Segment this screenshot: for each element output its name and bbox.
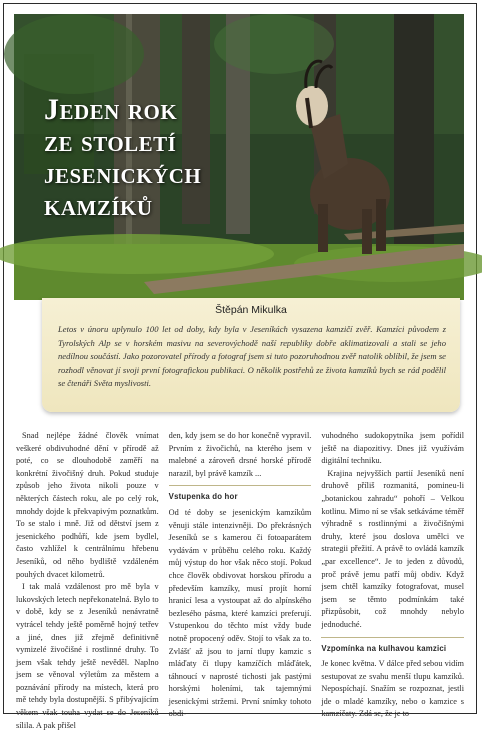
title-line: ze století bbox=[44, 125, 177, 158]
article-body bbox=[16, 430, 465, 730]
paragraph: Krajina nejvyšších partií Jeseníků není druhově příliš rozmanitá, pomineu-li „botanickou zahradu“ pohoří – Velkou kotlinu. Mimo ní se však setkáváme téměř výhradně s rostlinnými a živočišnými druhy, které jsou doslova umělci ve strategii přežití. A právě to ovládá kamzík „par excellence“. Je to jeden z důvodů, proč právě jemu patří můj obdiv. Když jsem chtěl kamzíky fotografovat, musel jsem se těmto podmínkám také přizpůsobit, což mnohdy nebylo jednoduché. bbox=[321, 468, 465, 629]
intro-paragraph: Letos v únoru uplynulo 100 let od doby, kdy byla v Jeseníkách vysazena kamzičí zvěř. Kamzíci původem z Tyrolských Alp se v horském masivu na severovýchodě naší republiky dobře aklimatizovali a stali se jeho nedílnou součástí. Jako pozorovatel přírody a fotograf jsem si tuto pozoruhodnou zvěř natolik oblíbil, že jsem se rozhodl věnovat jí svoji první fotografickou publikaci. O několik postřehů ze života kamzíků bych se rád podělil se čtenáři Světa myslivosti. bbox=[58, 324, 446, 389]
paragraph: I tak malá vzdálenost pro mě byla v lukovských letech nepřekonatelná. Bylo to v době, kdy se z Jeseníků nenávratně vytrácel tehdy ještě poměrně hojný tetřev a jiné, dnes již zřejmě definitivně vymizelé živočišné i rostlinné druhy. To jsem však tehdy ještě nevěděl. Naplno jsem se věnoval výletům za městem a poznávání přírody na místech, která pro mě tehdy byla dostupnější. S přibývajícím věkem však touha vydat se do Jeseníků sílila. A pak přišel bbox=[16, 582, 159, 730]
title-line: Jeden rok bbox=[44, 93, 178, 126]
author-name: Štěpán Mikulka bbox=[215, 304, 287, 316]
column-3 bbox=[321, 430, 465, 719]
section-heading: Vstupenka do hor bbox=[169, 485, 312, 504]
intro-box bbox=[42, 298, 460, 412]
hero-photo bbox=[14, 14, 464, 300]
section-heading: Vzpomínka na kulhavou kamzici bbox=[321, 637, 464, 656]
paragraph: vuhodného sudokopytníka jsem pořídil ještě na diapozitivy. Dnes již využívám digitální techniku. bbox=[321, 431, 465, 466]
paragraph: Od té doby se jesenickým kamzíkům věnuji stále intenzivněji. Do překrásných Jeseníků se s kamerou či fotoaparátem vydávám v průběhu celého roku. Každý můj výstup do hor však něco stojí. Pokud chce člověk obdivovat horskou přírodu a především kamzíky, musí projít horní hranicí lesa a vystoupat až do alpínského bezlesého pásma, které kamzíci preferují. Vstupenkou do těchto míst vždy bude notně propocený oděv. Stojí to však za to. Zvlášť až jsou to jarní tlupy kamzic s mláďaty či tlupy kamzíčích mláďátek, táhnoucí v naprosté tichosti jak pastými horskými holeními, tak tajemnými jesenickými stržemi. První snímky tohoto obdi- bbox=[168, 507, 312, 719]
title-line: jesenických bbox=[44, 157, 202, 190]
column-1 bbox=[16, 430, 159, 730]
paragraph: Snad nejlépe žádné člověk vnímat veškeré obdivuhodné dění v přírodě až poté, co se dlouhodobě zaměří na konkrétní živočišný druh. Pokud studuje způsob jeho života nikoli pouze v některých částech roku, ale po celý rok, mnohdy dojde k překvapivým poznatkům. To se stalo i mně. Již od dětství jsem z jesenického podhůří, kde jsem bydlel, často vzhlížel k centrálnímu hřebenu Jeseníků, od něho bydliště vzdáleném pouhých dvacet kilometrů. bbox=[16, 431, 159, 579]
title-line: kamzíků bbox=[44, 189, 153, 222]
paragraph: Je konec května. V dálce před sebou vidím sestupovat ze svahu menší tlupu kamzíků. Nepospíchají. Snažím se rozpoznat, jestli jde o mladé kamzíky, nebo o kamzice s kamzíčaty. Zdá se, že je to bbox=[321, 659, 465, 719]
paragraph: den, kdy jsem se do hor konečně vypravil. Prvním z živočichů, na kterého jsem v malebné a zároveň drsné horské přírodě narazil, byl právě kamzík ... bbox=[168, 431, 312, 478]
column-2 bbox=[168, 430, 312, 719]
article-title bbox=[44, 94, 284, 222]
